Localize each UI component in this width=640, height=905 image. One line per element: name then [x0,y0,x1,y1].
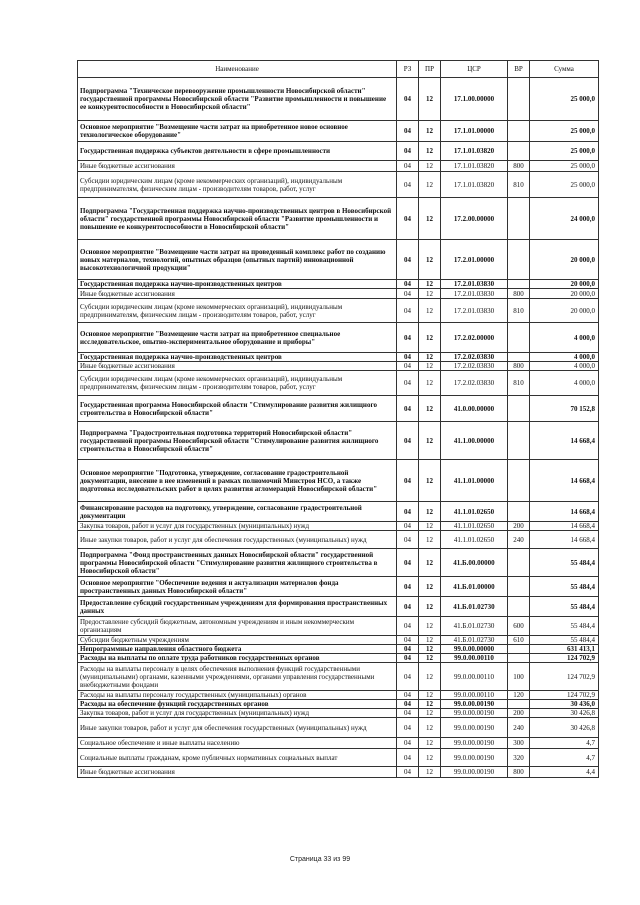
row-vr-cell [508,198,530,240]
row-csr-cell: 99.0.00.00190 [441,700,508,709]
row-vr-cell: 810 [508,299,530,323]
table-row [78,280,599,289]
row-csr-cell: 99.0.00.00190 [441,709,508,718]
row-pr-cell: 12 [419,371,441,396]
row-name-cell: Государственная поддержка субъектов деятельности в сфере промышленности [78,142,397,161]
row-vr-cell: 800 [508,362,530,371]
row-vr-cell: 800 [508,289,530,299]
row-rz-cell: 04 [397,738,419,749]
row-name-cell: Социальное обеспечение и иные выплаты населению [78,738,397,749]
row-name-cell: Основное мероприятие "Возмещение части затрат на приобретенное специальное исследовательское, опытно-экспериментальное оборудование и приборы" [78,323,397,353]
row-sum-cell: 25 000,0 [530,121,599,142]
table-row [78,353,599,362]
row-csr-cell: 17.2.02.03830 [441,353,508,362]
row-pr-cell: 12 [419,738,441,749]
table-row [78,549,599,577]
table-row [78,522,599,531]
row-vr-cell: 240 [508,718,530,738]
header-vr: ВР [508,61,530,78]
row-pr-cell: 12 [419,645,441,654]
row-rz-cell: 04 [397,299,419,323]
row-name-cell: Расходы на выплаты персоналу в целях обеспечения выполнения функций государственными (муниципальными) органами, казенными учреждениями, органами управления государственными внебюджетными фондами [78,663,397,691]
row-name-cell: Иные бюджетные ассигнования [78,289,397,299]
header-rz: РЗ [397,61,419,78]
row-vr-cell [508,597,530,617]
table-body [78,78,599,778]
row-vr-cell [508,78,530,121]
row-vr-cell [508,645,530,654]
table-row [78,700,599,709]
row-name-cell: Непрограммные направления областного бюджета [78,645,397,654]
table-row [78,371,599,396]
row-pr-cell: 12 [419,700,441,709]
row-vr-cell: 610 [508,636,530,645]
row-csr-cell: 41.0.00.00000 [441,396,508,422]
row-name-cell: Субсидии юридическим лицам (кроме некоммерческих организаций), индивидуальным предпринимателям, физическим лицам - производителям товаров, работ, услуг [78,371,397,396]
table-row [78,323,599,353]
row-sum-cell: 4 000,0 [530,353,599,362]
row-vr-cell [508,280,530,289]
row-sum-cell: 55 484,4 [530,617,599,636]
row-pr-cell: 12 [419,718,441,738]
row-pr-cell: 12 [419,422,441,460]
row-name-cell: Государственная поддержка научно-производственных центров [78,280,397,289]
row-sum-cell: 25 000,0 [530,78,599,121]
row-csr-cell: 17.2.01.03830 [441,280,508,289]
row-csr-cell: 17.1.01.03820 [441,172,508,198]
row-name-cell: Государственная поддержка научно-производственных центров [78,353,397,362]
row-name-cell: Иные бюджетные ассигнования [78,161,397,172]
row-sum-cell: 25 000,0 [530,142,599,161]
table-row [78,502,599,522]
row-name-cell: Закупка товаров, работ и услуг для государственных (муниципальных) нужд [78,522,397,531]
row-sum-cell: 14 668,4 [530,531,599,549]
row-rz-cell: 04 [397,654,419,663]
row-rz-cell: 04 [397,767,419,778]
header-pr: ПР [419,61,441,78]
table-row [78,172,599,198]
header-sum: Сумма [530,61,599,78]
row-sum-cell: 124 702,9 [530,654,599,663]
header-csr: ЦСР [441,61,508,78]
row-pr-cell: 12 [419,691,441,700]
row-vr-cell: 240 [508,531,530,549]
row-vr-cell [508,323,530,353]
row-rz-cell: 04 [397,161,419,172]
table-row [78,240,599,280]
row-sum-cell: 55 484,4 [530,636,599,645]
row-vr-cell [508,549,530,577]
row-pr-cell: 12 [419,323,441,353]
table-row [78,767,599,778]
row-pr-cell: 12 [419,460,441,502]
row-sum-cell: 25 000,0 [530,172,599,198]
row-name-cell: Субсидии бюджетным учреждениям [78,636,397,645]
table-row [78,78,599,121]
row-rz-cell: 04 [397,353,419,362]
row-csr-cell: 99.0.00.00110 [441,691,508,700]
row-pr-cell: 12 [419,549,441,577]
row-rz-cell: 04 [397,597,419,617]
row-csr-cell: 41.1.01.02650 [441,522,508,531]
row-pr-cell: 12 [419,280,441,289]
row-sum-cell: 20 000,0 [530,240,599,280]
row-sum-cell: 4,7 [530,738,599,749]
row-name-cell: Субсидии юридическим лицам (кроме некоммерческих организаций), индивидуальным предпринимателям, физическим лицам - производителям товаров, работ, услуг [78,172,397,198]
row-csr-cell: 99.0.00.00110 [441,654,508,663]
row-rz-cell: 04 [397,691,419,700]
row-csr-cell: 17.1.00.00000 [441,78,508,121]
row-sum-cell: 30 426,8 [530,718,599,738]
row-sum-cell: 631 413,1 [530,645,599,654]
row-csr-cell: 41.Б.01.00000 [441,577,508,597]
row-rz-cell: 04 [397,663,419,691]
row-sum-cell: 25 000,0 [530,161,599,172]
row-vr-cell [508,654,530,663]
row-vr-cell: 120 [508,691,530,700]
row-rz-cell: 04 [397,422,419,460]
row-csr-cell: 41.1.01.02650 [441,502,508,522]
row-rz-cell: 04 [397,549,419,577]
row-sum-cell: 14 668,4 [530,502,599,522]
row-pr-cell: 12 [419,362,441,371]
row-vr-cell [508,460,530,502]
row-rz-cell: 04 [397,531,419,549]
table-header-row [78,61,599,78]
row-sum-cell: 14 668,4 [530,522,599,531]
table-row [78,142,599,161]
row-csr-cell: 41.Б.01.02730 [441,636,508,645]
table-row [78,422,599,460]
row-pr-cell: 12 [419,531,441,549]
row-name-cell: Субсидии юридическим лицам (кроме некоммерческих организаций), индивидуальным предпринимателям, физическим лицам - производителям товаров, работ, услуг [78,299,397,323]
row-sum-cell: 20 000,0 [530,280,599,289]
row-csr-cell: 41.Б.00.00000 [441,549,508,577]
table-row [78,577,599,597]
page-number: Страница 33 из 99 [289,856,351,863]
row-csr-cell: 41.Б.01.02730 [441,617,508,636]
row-vr-cell: 320 [508,749,530,767]
row-name-cell: Расходы на выплаты персоналу государственных (муниципальных) органов [78,691,397,700]
row-rz-cell: 04 [397,645,419,654]
table-row [78,396,599,422]
row-csr-cell: 99.0.00.00190 [441,767,508,778]
budget-table [77,60,599,778]
row-name-cell: Финансирование расходов на подготовку, утверждение, согласование градостроительной документации [78,502,397,522]
table-row [78,289,599,299]
table-row [78,663,599,691]
row-vr-cell [508,142,530,161]
row-csr-cell: 17.2.01.00000 [441,240,508,280]
row-rz-cell: 04 [397,577,419,597]
row-name-cell: Подпрограмма "Градостроительная подготовка территорий Новосибирской области" государственной программы Новосибирской области "Стимулирование развития жилищного строительства в Новосибирской области" [78,422,397,460]
row-csr-cell: 17.2.01.03830 [441,289,508,299]
row-name-cell: Иные закупки товаров, работ и услуг для обеспечения государственных (муниципальных) нужд [78,718,397,738]
row-pr-cell: 12 [419,597,441,617]
row-pr-cell: 12 [419,502,441,522]
table-row [78,709,599,718]
row-pr-cell: 12 [419,78,441,121]
row-csr-cell: 17.2.01.03830 [441,299,508,323]
row-vr-cell: 100 [508,663,530,691]
row-csr-cell: 41.Б.01.02730 [441,597,508,617]
row-csr-cell: 99.0.00.00190 [441,738,508,749]
row-name-cell: Подпрограмма "Государственная поддержка научно-производственных центров в Новосибирской области" государственной программы Новосибирской области "Развитие промышленности и повышение ее конкурентоспособности в Новосибирской области" [78,198,397,240]
row-name-cell: Предоставление субсидий государственным учреждениям для формирования пространственных данных [78,597,397,617]
row-vr-cell: 800 [508,767,530,778]
row-sum-cell: 4 000,0 [530,323,599,353]
row-sum-cell: 4,4 [530,767,599,778]
table-row [78,749,599,767]
row-vr-cell: 200 [508,709,530,718]
row-name-cell: Подпрограмма "Фонд пространственных данных Новосибирской области" государственной программы Новосибирской области "Стимулирование развития жилищного строительства в Новосибирской области" [78,549,397,577]
table-row [78,161,599,172]
row-name-cell: Расходы на выплаты по оплате труда работников государственных органов [78,654,397,663]
row-rz-cell: 04 [397,371,419,396]
row-csr-cell: 17.2.00.00000 [441,198,508,240]
row-sum-cell: 4,7 [530,749,599,767]
row-vr-cell [508,353,530,362]
row-pr-cell: 12 [419,299,441,323]
row-name-cell: Иные бюджетные ассигнования [78,767,397,778]
row-rz-cell: 04 [397,617,419,636]
row-pr-cell: 12 [419,121,441,142]
row-sum-cell: 124 702,9 [530,691,599,700]
row-name-cell: Основное мероприятие "Обеспечение ведения и актуализации материалов фонда пространственных данных Новосибирской области" [78,577,397,597]
row-name-cell: Расходы на обеспечение функций государственных органов [78,700,397,709]
row-name-cell: Закупка товаров, работ и услуг для государственных (муниципальных) нужд [78,709,397,718]
row-sum-cell: 124 702,9 [530,663,599,691]
row-pr-cell: 12 [419,240,441,280]
row-rz-cell: 04 [397,362,419,371]
row-csr-cell: 41.1.01.02650 [441,531,508,549]
row-csr-cell: 17.1.01.03820 [441,142,508,161]
header-name: Наименование [78,61,397,78]
budget-table-container [77,60,598,778]
table-row [78,654,599,663]
table-row [78,691,599,700]
row-rz-cell: 04 [397,636,419,645]
row-name-cell: Основное мероприятие "Подготовка, утверждение, согласование градостроительной документации, внесение в нее изменений в рамках полномочий Минстроя НСО, а также подготовка исследовательских работ в целях развития агломераций Новосибирской области" [78,460,397,502]
row-rz-cell: 04 [397,172,419,198]
row-vr-cell: 600 [508,617,530,636]
row-sum-cell: 70 152,8 [530,396,599,422]
row-sum-cell: 4 000,0 [530,362,599,371]
row-pr-cell: 12 [419,617,441,636]
table-row [78,460,599,502]
table-row [78,299,599,323]
row-rz-cell: 04 [397,502,419,522]
row-pr-cell: 12 [419,161,441,172]
table-row [78,597,599,617]
row-rz-cell: 04 [397,78,419,121]
table-row [78,718,599,738]
row-pr-cell: 12 [419,198,441,240]
row-rz-cell: 04 [397,280,419,289]
row-rz-cell: 04 [397,323,419,353]
table-row [78,636,599,645]
row-sum-cell: 55 484,4 [530,549,599,577]
row-pr-cell: 12 [419,749,441,767]
row-rz-cell: 04 [397,709,419,718]
row-sum-cell: 24 000,0 [530,198,599,240]
row-csr-cell: 17.2.02.03830 [441,371,508,396]
row-vr-cell [508,422,530,460]
row-csr-cell: 17.1.01.00000 [441,121,508,142]
row-rz-cell: 04 [397,522,419,531]
row-vr-cell: 300 [508,738,530,749]
row-rz-cell: 04 [397,749,419,767]
row-vr-cell: 200 [508,522,530,531]
row-csr-cell: 99.0.00.00190 [441,718,508,738]
row-csr-cell: 99.0.00.00110 [441,663,508,691]
row-rz-cell: 04 [397,198,419,240]
row-name-cell: Основное мероприятие "Возмещение части затрат на приобретенное новое основное технологическое оборудование" [78,121,397,142]
row-pr-cell: 12 [419,709,441,718]
row-name-cell: Социальные выплаты гражданам, кроме публичных нормативных социальных выплат [78,749,397,767]
row-csr-cell: 17.1.01.03820 [441,161,508,172]
row-vr-cell: 810 [508,172,530,198]
row-vr-cell [508,577,530,597]
row-sum-cell: 14 668,4 [530,460,599,502]
table-row [78,738,599,749]
row-pr-cell: 12 [419,142,441,161]
row-pr-cell: 12 [419,654,441,663]
row-vr-cell [508,396,530,422]
row-pr-cell: 12 [419,663,441,691]
row-vr-cell [508,502,530,522]
row-sum-cell: 20 000,0 [530,289,599,299]
row-name-cell: Иные бюджетные ассигнования [78,362,397,371]
row-csr-cell: 99.0.00.00000 [441,645,508,654]
row-name-cell: Государственная программа Новосибирской области "Стимулирование развития жилищного строительства в Новосибирской области" [78,396,397,422]
row-csr-cell: 17.2.02.03830 [441,362,508,371]
row-sum-cell: 30 426,8 [530,709,599,718]
table-row [78,362,599,371]
row-vr-cell: 800 [508,161,530,172]
row-vr-cell [508,240,530,280]
row-rz-cell: 04 [397,718,419,738]
row-csr-cell: 17.2.02.00000 [441,323,508,353]
row-csr-cell: 41.1.01.00000 [441,460,508,502]
row-pr-cell: 12 [419,522,441,531]
row-csr-cell: 41.1.00.00000 [441,422,508,460]
row-pr-cell: 12 [419,577,441,597]
row-pr-cell: 12 [419,767,441,778]
table-row [78,121,599,142]
row-sum-cell: 55 484,4 [530,577,599,597]
table-row [78,531,599,549]
row-pr-cell: 12 [419,396,441,422]
table-row [78,198,599,240]
row-rz-cell: 04 [397,240,419,280]
row-rz-cell: 04 [397,460,419,502]
row-vr-cell [508,121,530,142]
row-name-cell: Предоставление субсидий бюджетным, автономным учреждениям и иным некоммерческим организациям [78,617,397,636]
row-pr-cell: 12 [419,289,441,299]
row-csr-cell: 99.0.00.00190 [441,749,508,767]
row-vr-cell: 810 [508,371,530,396]
row-name-cell: Подпрограмма "Техническое перевооружение промышленности Новосибирской области" государственной программы Новосибирской области "Развитие промышленности и повышение ее конкурентоспособности в Новосибирской области" [78,78,397,121]
row-sum-cell: 30 436,0 [530,700,599,709]
row-name-cell: Иные закупки товаров, работ и услуг для обеспечения государственных (муниципальных) нужд [78,531,397,549]
table-row [78,617,599,636]
row-rz-cell: 04 [397,289,419,299]
row-pr-cell: 12 [419,636,441,645]
row-rz-cell: 04 [397,396,419,422]
row-rz-cell: 04 [397,121,419,142]
row-vr-cell [508,700,530,709]
row-sum-cell: 55 484,4 [530,597,599,617]
row-sum-cell: 14 668,4 [530,422,599,460]
row-name-cell: Основное мероприятие "Возмещение части затрат на проведенный комплекс работ по созданию новых материалов, технологий, опытных образцов (опытных партий) инновационной высокотехнологичной продукции" [78,240,397,280]
table-row [78,645,599,654]
row-pr-cell: 12 [419,172,441,198]
row-rz-cell: 04 [397,142,419,161]
row-sum-cell: 20 000,0 [530,299,599,323]
row-rz-cell: 04 [397,700,419,709]
row-sum-cell: 4 000,0 [530,371,599,396]
row-pr-cell: 12 [419,353,441,362]
